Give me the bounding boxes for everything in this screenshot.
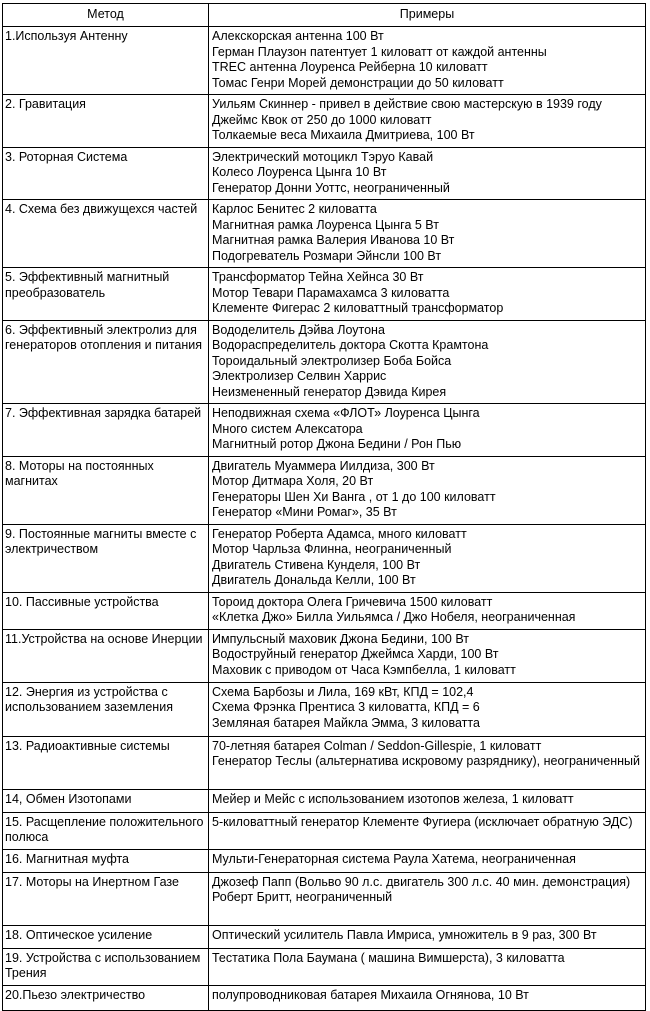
method-cell: 19. Устройства с использованием Трения xyxy=(3,948,209,985)
examples-cell xyxy=(209,682,646,736)
examples-cell xyxy=(209,524,646,592)
example-item: Вододелитель Дэйва Лоутона xyxy=(212,322,385,337)
examples-cell xyxy=(209,268,646,321)
table-row xyxy=(3,872,646,925)
example-item: полупроводниковая батарея Михаила Огнянова, 10 Вт xyxy=(212,987,529,1002)
table-row xyxy=(3,404,646,457)
method-cell: 14, Обмен Изотопами xyxy=(3,789,209,812)
example-item: Схема Барбозы и Лила, 169 кВт, КПД = 102,4 xyxy=(212,684,474,699)
method-cell: 10. Пассивные устройства xyxy=(3,592,209,629)
examples-cell xyxy=(209,95,646,148)
table-row xyxy=(3,592,646,629)
examples-cell xyxy=(209,27,646,95)
example-item: Много систем Алексатора xyxy=(212,421,363,436)
method-cell: 20.Пьезо электричество xyxy=(3,985,209,1010)
method-cell: 5. Эффективный магнитный преобразователь xyxy=(3,268,209,321)
method-cell: 4. Схема без движущехся частей xyxy=(3,200,209,268)
table-row xyxy=(3,736,646,789)
example-item: Двигатель Дональда Келли, 100 Вт xyxy=(212,573,416,587)
example-item: Неизмененный генератор Дэвида Кирея xyxy=(212,384,447,399)
example-item: Водоструйный генератор Джеймса Харди, 100 Вт xyxy=(212,647,499,661)
method-cell: 16. Магнитная муфта xyxy=(3,849,209,872)
example-item: Тороидальный электролизер Боба Бойса xyxy=(212,353,452,368)
examples-cell xyxy=(209,872,646,925)
method-cell: 13. Радиоактивные системы xyxy=(3,736,209,789)
example-item: Магнитная рамка Валерия Иванова 10 Вт xyxy=(212,233,455,247)
example-item: Водораспределитель доктора Скотта Крамтона xyxy=(212,338,489,352)
example-item: Земляная батарея Майкла Эмма, 3 киловатта xyxy=(212,715,480,730)
table-row xyxy=(3,948,646,985)
table-row xyxy=(3,849,646,872)
method-cell: 15. Расщепление положительного полюса xyxy=(3,812,209,849)
examples-cell xyxy=(209,629,646,682)
example-item: 5-киловаттный генератор Клементе Фугиера (исключает обратную ЭДС) xyxy=(212,814,633,829)
example-item: Алекскорская антенна 100 Вт xyxy=(212,29,384,43)
example-item: Роберт Бритт, неограниченный xyxy=(212,890,393,904)
example-item: Карлос Бенитес 2 киловатта xyxy=(212,202,377,216)
examples-cell xyxy=(209,985,646,1010)
table-row xyxy=(3,268,646,321)
example-item: Клементе Фигерас 2 киловаттный трансформатор xyxy=(212,301,504,315)
table-row xyxy=(3,682,646,736)
example-item: Мульти-Генераторная система Раула Хатема, неограниченная xyxy=(212,851,576,866)
method-cell: 17. Моторы на Инертном Газе xyxy=(3,872,209,925)
method-cell: 12. Энергия из устройства с использованием заземления xyxy=(3,682,209,736)
method-cell: 11.Устройства на основе Инерции xyxy=(3,629,209,682)
examples-cell xyxy=(209,147,646,200)
table-row xyxy=(3,456,646,524)
methods-table xyxy=(2,3,646,1011)
method-cell: 2. Гравитация xyxy=(3,95,209,148)
example-item: Оптический усилитель Павла Имриса, умножитель в 9 раз, 300 Вт xyxy=(212,927,597,942)
header-method: Метод xyxy=(3,4,209,27)
example-item: TREC антенна Лоуренса Рейберна 10 киловатт xyxy=(212,60,488,74)
example-item: Подогреватель Розмари Эйнсли 100 Вт xyxy=(212,248,442,263)
examples-cell xyxy=(209,200,646,268)
example-item: Джозеф Папп (Вольво 90 л.с. двигатель 300 л.с. 40 мин. демонстрация) xyxy=(212,874,631,889)
table-row xyxy=(3,320,646,404)
example-item: Неподвижная схема «ФЛОТ» Лоуренса Цынга xyxy=(212,406,480,420)
example-item: 70-летняя батарея Colman / Seddon-Gillespie, 1 киловатт xyxy=(212,738,542,753)
table-row xyxy=(3,629,646,682)
method-cell: 7. Эффективная зарядка батарей xyxy=(3,404,209,457)
example-item: Мейер и Мейс с использованием изотопов железа, 1 киловатт xyxy=(212,791,574,806)
example-item: Двигатель Стивена Кунделя, 100 Вт xyxy=(212,557,421,572)
table-row xyxy=(3,812,646,849)
example-item: Генератор Теслы (альтернатива искровому разряднику), неограниченный xyxy=(212,754,640,768)
header-examples: Примеры xyxy=(209,4,646,27)
table-row xyxy=(3,925,646,948)
example-item: Схема Фрэнка Прентиса 3 киловатта, КПД = 6 xyxy=(212,700,480,714)
examples-cell xyxy=(209,456,646,524)
method-cell: 9. Постоянные магниты вместе с электричеством xyxy=(3,524,209,592)
method-cell: 1.Используя Антенну xyxy=(3,27,209,95)
table-row xyxy=(3,789,646,812)
example-item: Генератор Донни Уоттс, неограниченный xyxy=(212,180,450,195)
examples-cell xyxy=(209,736,646,789)
method-cell: 18. Оптическое усиление xyxy=(3,925,209,948)
example-item: Генератор Роберта Адамса, много киловатт xyxy=(212,526,467,541)
table-row xyxy=(3,200,646,268)
example-item: Томас Генри Морей демонстрации до 50 киловатт xyxy=(212,75,504,90)
examples-cell xyxy=(209,320,646,404)
example-item: Тороид доктора Олега Гричевича 1500 киловатт xyxy=(212,594,493,609)
header-row xyxy=(3,4,646,27)
example-item: Магнитный ротор Джона Бедини / Рон Пью xyxy=(212,437,462,451)
example-item: Джеймс Квок от 250 до 1000 киловатт xyxy=(212,112,432,127)
example-item: «Клетка Джо» Билла Уильямса / Джо Нобеля, неограниченная xyxy=(212,610,576,624)
examples-cell xyxy=(209,404,646,457)
example-item: Мотор Тевари Парамахамса 3 киловатта xyxy=(212,285,450,300)
example-item: Генераторы Шен Хи Ванга , от 1 до 100 киловатт xyxy=(212,489,496,504)
example-item: Тестатика Пола Баумана ( машина Вимшерста), 3 киловатта xyxy=(212,950,565,965)
table-body xyxy=(3,27,646,1011)
example-item: Генератор «Мини Ромаг», 35 Вт xyxy=(212,505,397,519)
examples-cell xyxy=(209,849,646,872)
example-item: Мотор Чарльза Флинна, неограниченный xyxy=(212,542,452,556)
examples-cell xyxy=(209,812,646,849)
table-row xyxy=(3,27,646,95)
example-item: Импульсный маховик Джона Бедини, 100 Вт xyxy=(212,631,469,646)
example-item: Маховик с приводом от Часа Кэмпбелла, 1 киловатт xyxy=(212,662,516,677)
example-item: Трансформатор Тейна Хейнса 30 Вт xyxy=(212,270,424,284)
example-item: Магнитная рамка Лоуренса Цынга 5 Вт xyxy=(212,217,439,232)
table-row xyxy=(3,985,646,1010)
example-item: Электрический мотоцикл Тэруо Кавай xyxy=(212,149,434,164)
example-item: Мотор Дитмара Холя, 20 Вт xyxy=(212,474,374,488)
examples-cell xyxy=(209,592,646,629)
example-item: Колесо Лоуренса Цынга 10 Вт xyxy=(212,165,387,179)
example-item: Двигатель Муаммера Иилдиза, 300 Вт xyxy=(212,458,435,473)
example-item: Толкаемые веса Михаила Дмитриева, 100 Вт xyxy=(212,128,475,142)
example-item: Уильям Скиннер - привел в действие свою мастерскую в 1939 году xyxy=(212,97,602,111)
example-item: Электролизер Селвин Харрис xyxy=(212,369,387,383)
example-item: Герман Плаузон патентует 1 киловатт от каждой антенны xyxy=(212,44,547,59)
method-cell: 6. Эффективный электролиз для генераторов отопления и питания xyxy=(3,320,209,404)
examples-cell xyxy=(209,948,646,985)
examples-cell xyxy=(209,925,646,948)
method-cell: 3. Роторная Система xyxy=(3,147,209,200)
table-row xyxy=(3,524,646,592)
method-cell: 8. Моторы на постоянных магнитах xyxy=(3,456,209,524)
table-row xyxy=(3,95,646,148)
examples-cell xyxy=(209,789,646,812)
table-row xyxy=(3,147,646,200)
